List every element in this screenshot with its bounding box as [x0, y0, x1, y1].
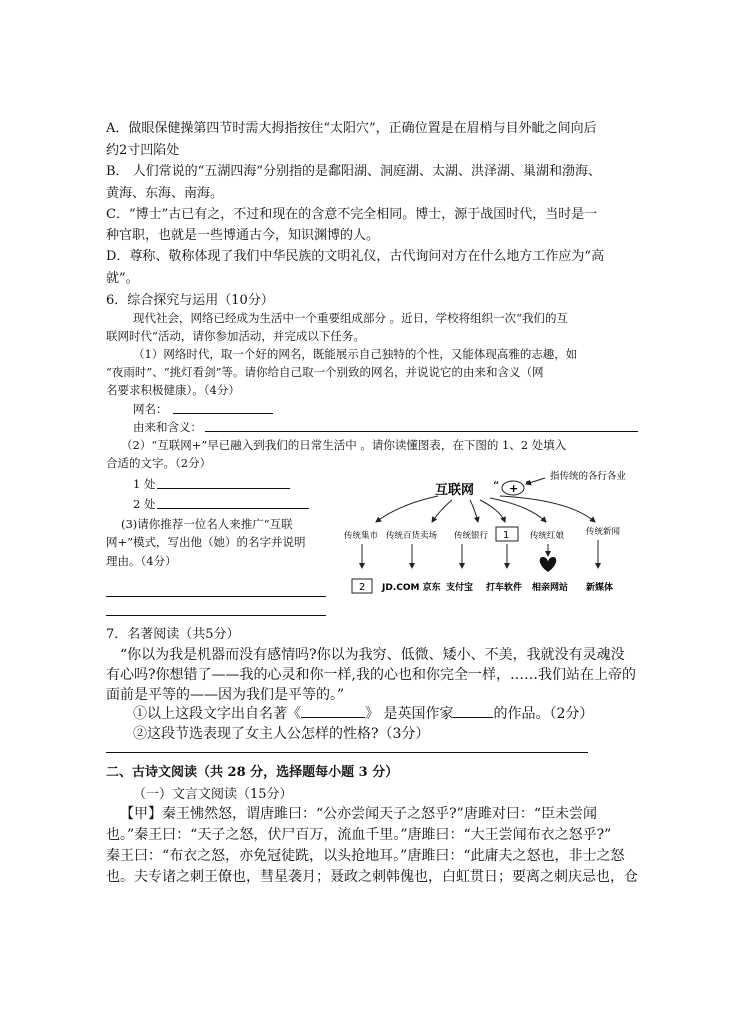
bottom-item-5: 相亲网站 [532, 583, 569, 593]
blank1-line[interactable] [157, 488, 290, 489]
q6-part3-line2: 网+”模式，写出他（她）的名字并说明 [106, 535, 306, 549]
blank1-label: 1 处 [133, 477, 156, 491]
diagram-plus: + [509, 482, 519, 495]
internet-plus-diagram [340, 464, 640, 596]
blank2-line[interactable] [157, 508, 309, 509]
bottom-item-1: 2 [359, 582, 366, 593]
classical-text-line1: 【甲】秦王怫然怒，谓唐雎曰：“公亦尝闻天子之怒乎?”唐雎对曰：“臣未尝闻 [120, 806, 597, 822]
q7-sub1-part-b: 》 是英国作家 [365, 706, 454, 722]
option-a-line1: A．做眼保健操第四节时需大拇指按住“太阳穴”，正确位置是在眉梢与目外眦之间向后 [106, 121, 597, 136]
q7-quote-line2: 有心吗?你想错了——我的心灵和你一样,我的心也和你完全一样，……我们站在上帝的 [106, 667, 636, 683]
blank2-label: 2 处 [133, 497, 156, 511]
q6-part3-line1: (3)请你推荐一位名人来推广“互联 [121, 517, 293, 531]
classical-text-line4: 也。夫专诸之刺王僚也，彗星袭月；聂政之刺韩傀也，白虹贯日；要离之刺庆忌也，仓 [106, 869, 638, 885]
connector-1 [376, 496, 438, 522]
bottom-item-2: JD.COM 京东 [382, 583, 441, 593]
top-item-6: 传统新闻 [586, 527, 621, 537]
heart-icon [540, 557, 557, 572]
section2-heading: 二、古诗文阅读（共 28 分，选择题每小题 3 分） [106, 765, 399, 780]
connector-6 [500, 496, 595, 522]
book-title-blank[interactable] [301, 704, 365, 718]
author-blank[interactable] [453, 704, 493, 718]
connector-4 [480, 500, 505, 522]
connector-2 [432, 500, 452, 522]
q7-sub1-part-a: ①以上这段文字出自名著《 [133, 706, 301, 722]
top-item-2: 传统百货卖场 [386, 531, 438, 541]
recommend-blank-2[interactable] [106, 615, 326, 616]
top-item-1: 传统集市 [344, 531, 379, 541]
q7-title: 7．名著阅读（共5分） [106, 627, 240, 642]
netname-label: 网名： [133, 402, 168, 416]
meaning-blank[interactable] [205, 431, 638, 432]
diagram-annotation: 指传统的各行各业 [550, 471, 627, 482]
meaning-label: 由来和含义： [133, 420, 202, 434]
top-item-3: 传统银行 [454, 531, 489, 541]
q6-intro-line1: 现代社会，网络已经成为生活中一个重要组成部分 。近日，学校将组织一次“我们的互 [133, 311, 569, 325]
recommend-blank-1[interactable] [106, 596, 326, 597]
option-d-line2: 就”。 [106, 271, 139, 286]
connector-5 [490, 498, 546, 522]
section2-subheading: （一）文言文阅读（15分） [133, 787, 293, 802]
q6-part1-line2: “夜雨时”、“挑灯看剑”等。请你给自己取一个别致的网名，并说说它的由来和含义（网 [106, 365, 544, 379]
bottom-item-4: 打车软件 [486, 583, 523, 593]
q6-title: 6．综合探究与运用（10分） [106, 293, 274, 308]
q7-quote-line3: 面前是平等的——因为我们是平等的。” [106, 687, 345, 703]
connector-3 [470, 500, 478, 522]
q6-part2-line1: （2）“互联网+”早已融入到我们的日常生活中 。请你读懂图表，在下图的 1、2 处填入 [121, 438, 567, 452]
bottom-item-6: 新媒体 [586, 583, 614, 593]
option-a-line2: 约2寸凹陷处 [106, 143, 180, 158]
classical-text-line2: 也。”秦王曰：“天子之怒，伏尸百万，流血千里。”唐雎曰：“大王尝闻布衣之怒乎?” [106, 827, 612, 843]
q6-part2-line2: 合适的文字。（2分） [106, 456, 212, 470]
diagram-quote-open: “ [493, 479, 500, 493]
q6-part1-line1: （1）网络时代，取一个好的网名，既能展示自己独特的个性，又能体现高雅的志趣，如 [133, 347, 578, 361]
q7-sub2: ②这段节选表现了女主人公怎样的性格?（3分） [133, 726, 430, 742]
option-c-line2: 种官职，也就是一些博通古今，知识渊博的人。 [106, 228, 380, 243]
q6-part1-line3: 名要求积极健康）。（4分） [106, 383, 240, 397]
diagram-title: 互联网 [435, 483, 475, 498]
q7-sub1-part-c: 的作品。（2分） [493, 706, 594, 722]
diagram-quote-close: ” [525, 479, 532, 493]
classical-text-line3: 秦王曰：“布衣之怒，亦免冠徒跣，以头抢地耳。”唐雎曰：“此庸夫之怒也，非士之怒 [106, 848, 625, 864]
option-b-line2: 黄海、东海、南海。 [106, 186, 224, 201]
q7-quote-line1: “你以为我是机器而没有感情吗?你以为我穷、低微、矮小、不美，我就没有灵魂没 [120, 647, 625, 663]
option-c-line1: C．“博士”古已有之，不过和现在的含意不完全相同。博士，源于战国时代，当时是一 [106, 207, 598, 222]
option-d-line1: D．尊称、敬称体现了我们中华民族的文明礼仪，古代询问对方在什么地方工作应为“高 [106, 249, 605, 264]
top-item-4: 1 [503, 530, 510, 541]
q7-answer-line[interactable] [106, 752, 588, 753]
option-b-line1: B． 人们常说的“五湖四海”分别指的是鄱阳湖、洞庭湖、太湖、洪泽湖、巢湖和渤海、 [106, 164, 601, 179]
q6-part3-line3: 理由。（4分） [106, 554, 177, 568]
netname-blank[interactable] [173, 413, 273, 414]
q7-sub1 [133, 703, 593, 723]
top-item-5: 传统红娘 [530, 531, 565, 541]
q6-intro-line2: 联网时代”活动，请你参加活动，并完成以下任务。 [106, 329, 365, 343]
bottom-item-3: 支付宝 [446, 583, 474, 593]
